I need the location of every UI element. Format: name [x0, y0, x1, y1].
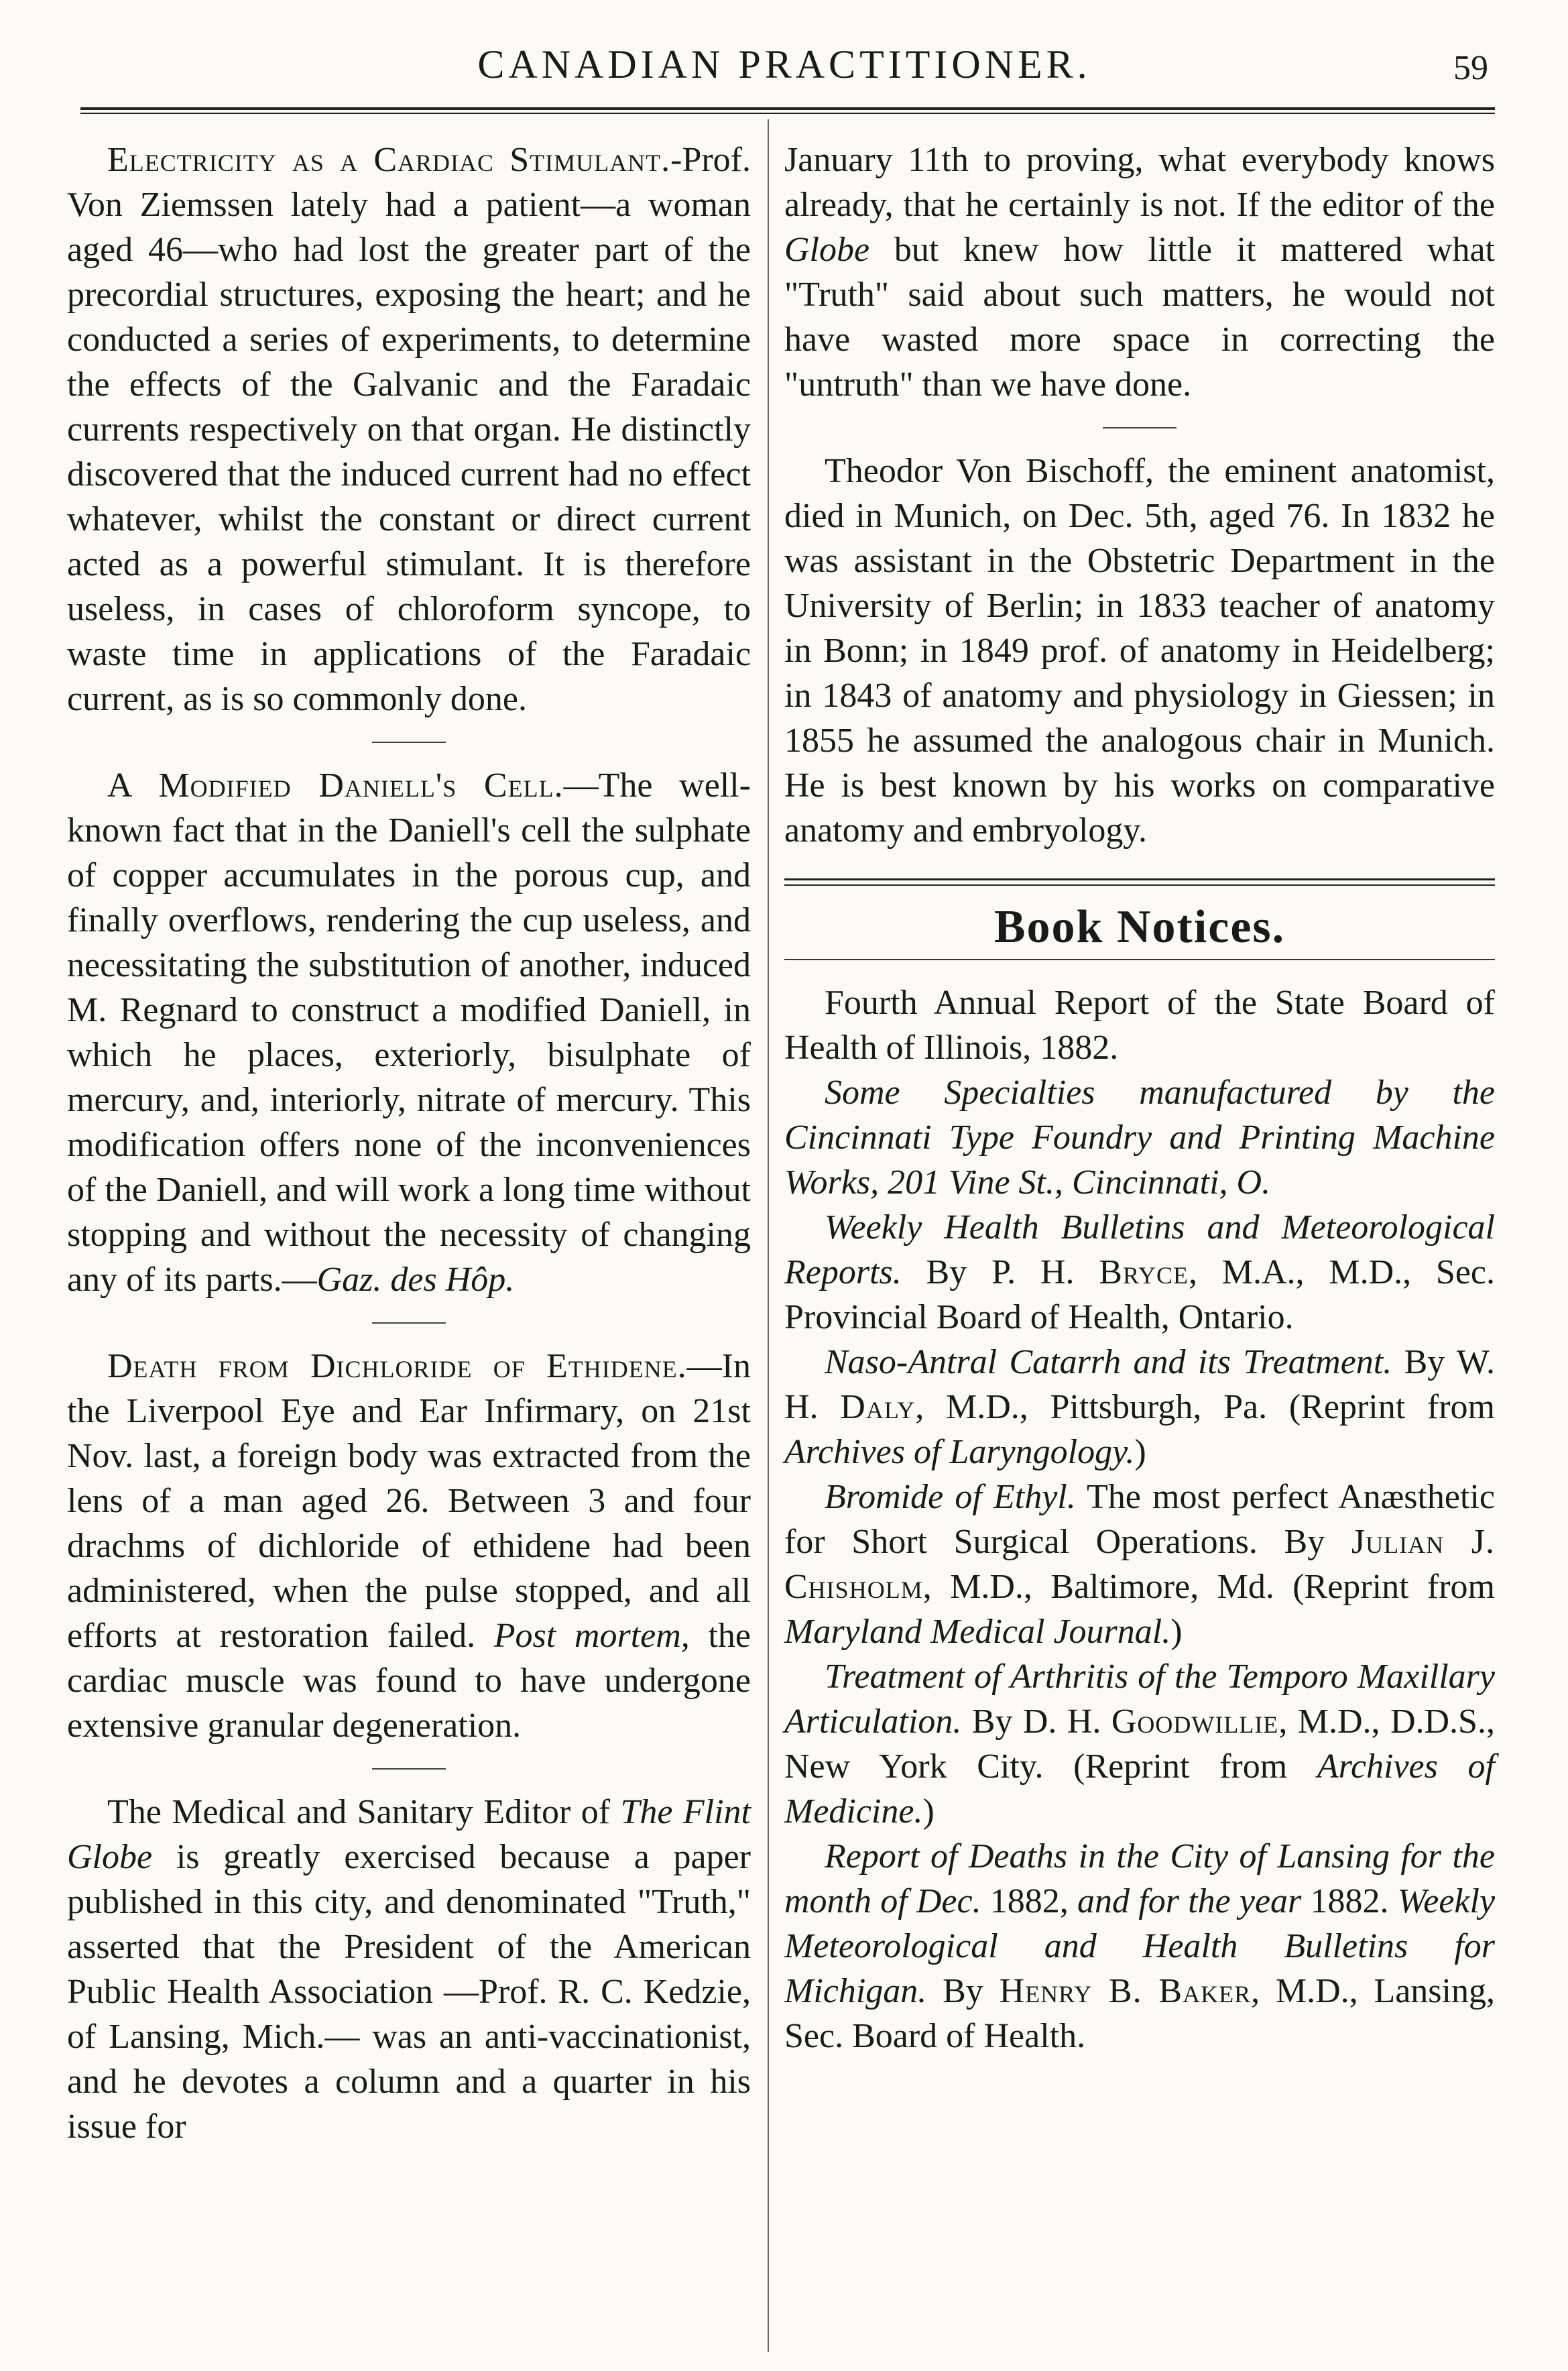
section-separator	[1103, 427, 1177, 428]
notice-text: , M.A., M.D., Sec. Provincial Board of Health, Ontario.	[784, 1253, 1495, 1336]
article-heading: A Modified Daniell's Cell.	[107, 766, 564, 805]
header-rule-bottom	[80, 113, 1495, 114]
article-body: January 11th to proving, what everybody knows already, that he certainly is not. If the editor of the	[784, 141, 1495, 224]
notice-text: , M.D., Pittsburgh, Pa. (Reprint from	[915, 1388, 1495, 1426]
article-flint-globe	[67, 1790, 751, 2149]
article-source: Gaz. des Hôp.	[316, 1261, 515, 1299]
notice-text: By W. H.	[784, 1343, 1495, 1426]
notice-source: Maryland Medical Journal.	[784, 1613, 1171, 1651]
book-notice	[784, 1654, 1495, 1834]
page-number: 59	[1453, 49, 1488, 87]
left-column	[67, 137, 751, 2149]
article-dichloride-ethidene	[67, 1344, 751, 1748]
article-continuation	[784, 137, 1495, 407]
notice-title: and for the year	[1077, 1882, 1302, 1920]
article-bischoff-obituary: Theodor Von Bischoff, the eminent anatomist, died in Munich, on Dec. 5th, aged 76. In 1832 he was assistant in the Obstetric Department in the University of Berlin; in 1833 teacher of anatomy in Bonn; in 1849 prof. of anatomy in Heidelberg; in 1843 of anatomy and physiology in Giessen; in 1855 he assumed the analogous chair in Munich. He is best known by his works on comparative anatomy and embryology.	[784, 452, 1495, 850]
book-notices-rule	[784, 959, 1495, 960]
notice-text: , M.D., D.D.S., New York City. (Reprint from	[784, 1702, 1495, 1786]
page-header	[60, 27, 1508, 107]
notice-title: Bromide of Ethyl.	[825, 1478, 1076, 1516]
journal-title: CANADIAN PRACTITIONER.	[477, 42, 1091, 86]
article-body: —The well-known fact that in the Daniell's cell the sulphate of copper accumulates in the porous cup, and finally overflows, rendering the cup useless, and necessitating the substitution of another, induced M. Regnard to construct a modified Daniell, in which he places, exteriorly, bisulphate of mercury, and, interiorly, nitrate of mercury. This modification offers none of the inconveniences of the Daniell, and will work a long time without stopping and without the necessity of changing any of its parts.—	[67, 766, 751, 1299]
notice-author: Henry B. Baker	[999, 1972, 1252, 2010]
notice-text: The most perfect Anæsthetic for Short Surgical Operations. By	[784, 1478, 1495, 1561]
notice-author: Goodwillie	[1111, 1702, 1279, 1741]
notice-title: Report of Deaths in the City of Lansing for the month of Dec.	[784, 1837, 1495, 1920]
notice-source: Archives of Laryngology.	[784, 1433, 1135, 1471]
article-body: the cardiac muscle was found to have undergone extensive granular degeneration.	[67, 1617, 751, 1745]
notice-text: )	[1134, 1433, 1146, 1471]
article-cardiac-stimulant	[67, 137, 751, 721]
notice-text: 1882.	[1301, 1882, 1398, 1920]
notice-title: Weekly Health Bulletins and Meteorological Reports.	[784, 1208, 1495, 1291]
book-notice: Some Specialties manufactured by the Cincinnati Type Foundry and Printing Machine Works, 201 Vine St., Cincinnati, O.	[784, 1074, 1495, 1202]
notice-text: By P. H.	[901, 1253, 1099, 1291]
notice-title: Weekly Meteorological and Health Bulletins for Michigan.	[784, 1882, 1496, 2010]
article-body: but knew how little it mattered what "Truth" said about such matters, he would not have wasted more space in correcting the "untruth" than we have done.	[784, 231, 1495, 404]
notice-author: Julian J. Chisholm	[784, 1523, 1495, 1606]
article-body: -Prof. Von Ziemssen lately had a patient—a woman aged 46—who had lost the greater part of the precordial structures, exposing the heart; and he conducted a series of experiments, to determine the effects of the Galvanic and the Faradaic currents respectively on that organ. He distinctly discovered that the induced current had no effect whatever, whilst the constant or direct current acted as a powerful stimulant. It is therefore useless, in cases of chloroform syncope, to waste time in applications of the Faradaic current, as is so commonly done.	[67, 141, 751, 718]
section-double-rule	[784, 878, 1495, 886]
article-daniell-cell	[67, 763, 751, 1302]
notice-author: Bryce	[1099, 1253, 1189, 1291]
notice-title: Treatment of Arthritis of the Temporo Maxillary Articulation.	[784, 1658, 1495, 1741]
notice-text: By D. H.	[961, 1702, 1111, 1741]
notice-text: By	[926, 1972, 1000, 2010]
article-italic: Post mortem,	[493, 1617, 690, 1655]
notice-text: )	[922, 1792, 934, 1831]
column-divider	[768, 119, 769, 2352]
notice-title: Naso-Antral Catarrh and its Treatment.	[825, 1343, 1392, 1381]
book-notices-heading: Book Notices.	[993, 901, 1286, 953]
book-notice	[784, 1474, 1495, 1654]
notice-text: 1882,	[981, 1882, 1078, 1920]
section-separator	[372, 742, 446, 743]
notice-author: Daly	[840, 1388, 916, 1426]
article-italic: Globe	[784, 231, 870, 269]
notice-text: , M.D., Lansing, Sec. Board of Health.	[784, 1972, 1495, 2055]
article-body: is greatly exercised because a paper published in this city, and denominated "Truth," asserted that the President of the American Public Health Association —Prof. R. C. Kedzie, of Lansing, Mich.— was an anti-vaccinationist, and he devotes a column and a quarter in his issue for	[67, 1838, 751, 2146]
notice-source: Archives of Medicine.	[784, 1747, 1495, 1831]
article-body: —In the Liverpool Eye and Ear Infirmary, on 21st Nov. last, a foreign body was extracted from the lens of a man aged 26. Between 3 and four drachms of dichloride of ethidene had been administered, when the pulse stopped, and all efforts at restoration failed.	[67, 1347, 751, 1655]
notice-text: )	[1170, 1613, 1183, 1651]
book-notice	[784, 1834, 1495, 2059]
section-separator	[372, 1322, 446, 1324]
article-body: The Medical and Sanitary Editor of	[107, 1793, 621, 1831]
book-notice	[784, 1205, 1495, 1340]
book-notice	[784, 1340, 1495, 1474]
article-italic: The Flint Globe	[67, 1793, 751, 1876]
right-column	[784, 137, 1495, 2059]
article-heading: Death from Dichloride of Ethidene.	[107, 1347, 687, 1385]
section-separator	[372, 1768, 446, 1770]
book-notice: Fourth Annual Report of the State Board of Health of Illinois, 1882.	[784, 984, 1495, 1067]
notice-text: , M.D., Baltimore, Md. (Reprint from	[922, 1568, 1495, 1606]
article-heading: Electricity as a Cardiac Stimulant.	[107, 141, 671, 179]
header-rule-top	[80, 107, 1495, 110]
